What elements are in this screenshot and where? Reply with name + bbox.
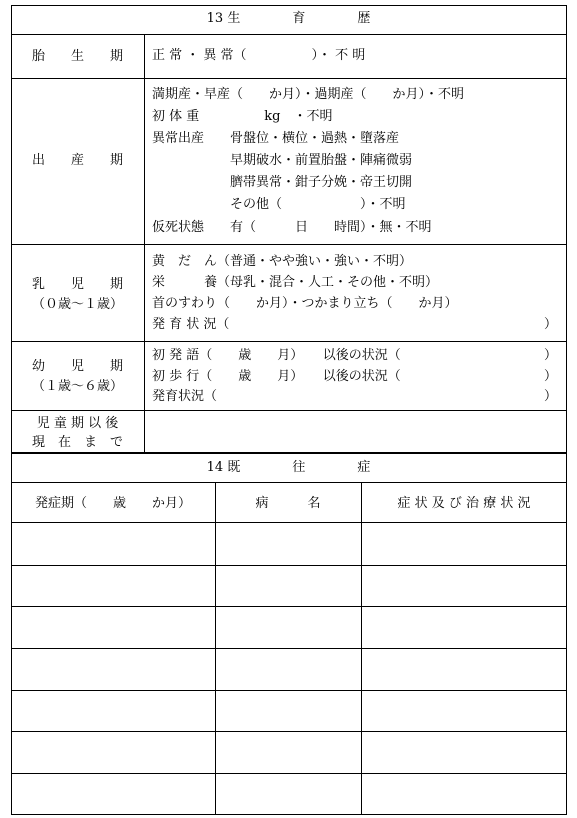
delivery-line-term: 満期産・早産（ か月）・過期産（ か月）・不明	[152, 87, 465, 102]
divider	[11, 482, 567, 483]
infant-line-nutrition: 栄 養（母乳・混合・人工・その他・不明）	[152, 275, 439, 290]
infant-period-label: 乳 児 期	[31, 277, 123, 292]
header-disease-name: 病 名	[255, 496, 321, 511]
infant-line-head-control: 首のすわり（ か月）・つかまり立ち（ か月）	[152, 296, 458, 311]
infant-growth-close-paren: ）	[544, 317, 558, 332]
childhood-period-label-2: 現 在 ま で	[31, 435, 123, 450]
table-row[interactable]	[12, 691, 566, 730]
delivery-line-abnormal-1: 異常出産 骨盤位・横位・過熱・墮落産	[152, 131, 400, 146]
toddler-line-first-word: 初 発 語（ 歳 月） 以後の状況（	[152, 348, 401, 363]
header-symptoms-treatment: 症 状 及 び 治 療 状 況	[397, 496, 531, 511]
birth-period-text: 正 常 ・ 異 常（ ）・ 不 明	[152, 48, 366, 63]
toddler-period-label: 幼 児 期	[31, 359, 123, 374]
toddler-first-walk-close-paren: ）	[544, 369, 558, 384]
delivery-line-abnormal-3: 臍帯異常・鉗子分娩・帝王切開	[152, 175, 413, 190]
delivery-line-weight: 初 体 重 kg ・不明	[152, 109, 333, 124]
birth-period-label: 胎 生 期	[31, 49, 123, 64]
toddler-line-first-walk: 初 歩 行（ 歳 月） 以後の状況（	[152, 369, 401, 384]
delivery-line-other: その他（ ）・不明	[152, 197, 406, 212]
section-14-title: 14 既 往 症	[206, 460, 371, 475]
childhood-period-field[interactable]	[145, 411, 566, 452]
delivery-line-abnormal-2: 早期破水・前置胎盤・陣痛微弱	[152, 153, 413, 168]
table-row[interactable]	[12, 523, 566, 564]
infant-line-jaundice: 黄 だ ん（普通・やや強い・強い・不明）	[152, 254, 413, 269]
section-13-title: 13 生 育 歴	[206, 11, 371, 26]
table-row[interactable]	[12, 566, 566, 605]
divider	[11, 244, 567, 245]
toddler-period-age-range: （１歳～６歳）	[31, 379, 123, 394]
table-row[interactable]	[12, 649, 566, 689]
divider	[11, 34, 567, 35]
infant-line-growth: 発 育 状 況（	[152, 317, 230, 332]
toddler-growth-close-paren: ）	[544, 389, 558, 404]
table-row[interactable]	[12, 732, 566, 772]
toddler-line-growth: 発育状況（	[152, 389, 218, 404]
delivery-period-label: 出 産 期	[31, 153, 123, 168]
toddler-first-word-close-paren: ）	[544, 348, 558, 363]
header-onset: 発症期（ 歳 か月）	[34, 496, 191, 511]
delivery-line-asphyxia: 仮死状態 有（ 日 時間）・無・不明	[152, 220, 432, 235]
childhood-period-label-1: 児 童 期 以 後	[36, 416, 119, 431]
table-row[interactable]	[12, 607, 566, 647]
divider	[11, 78, 567, 79]
table-row[interactable]	[12, 774, 566, 814]
divider	[11, 341, 567, 342]
infant-period-age-range: （０歳～１歳）	[31, 297, 123, 312]
